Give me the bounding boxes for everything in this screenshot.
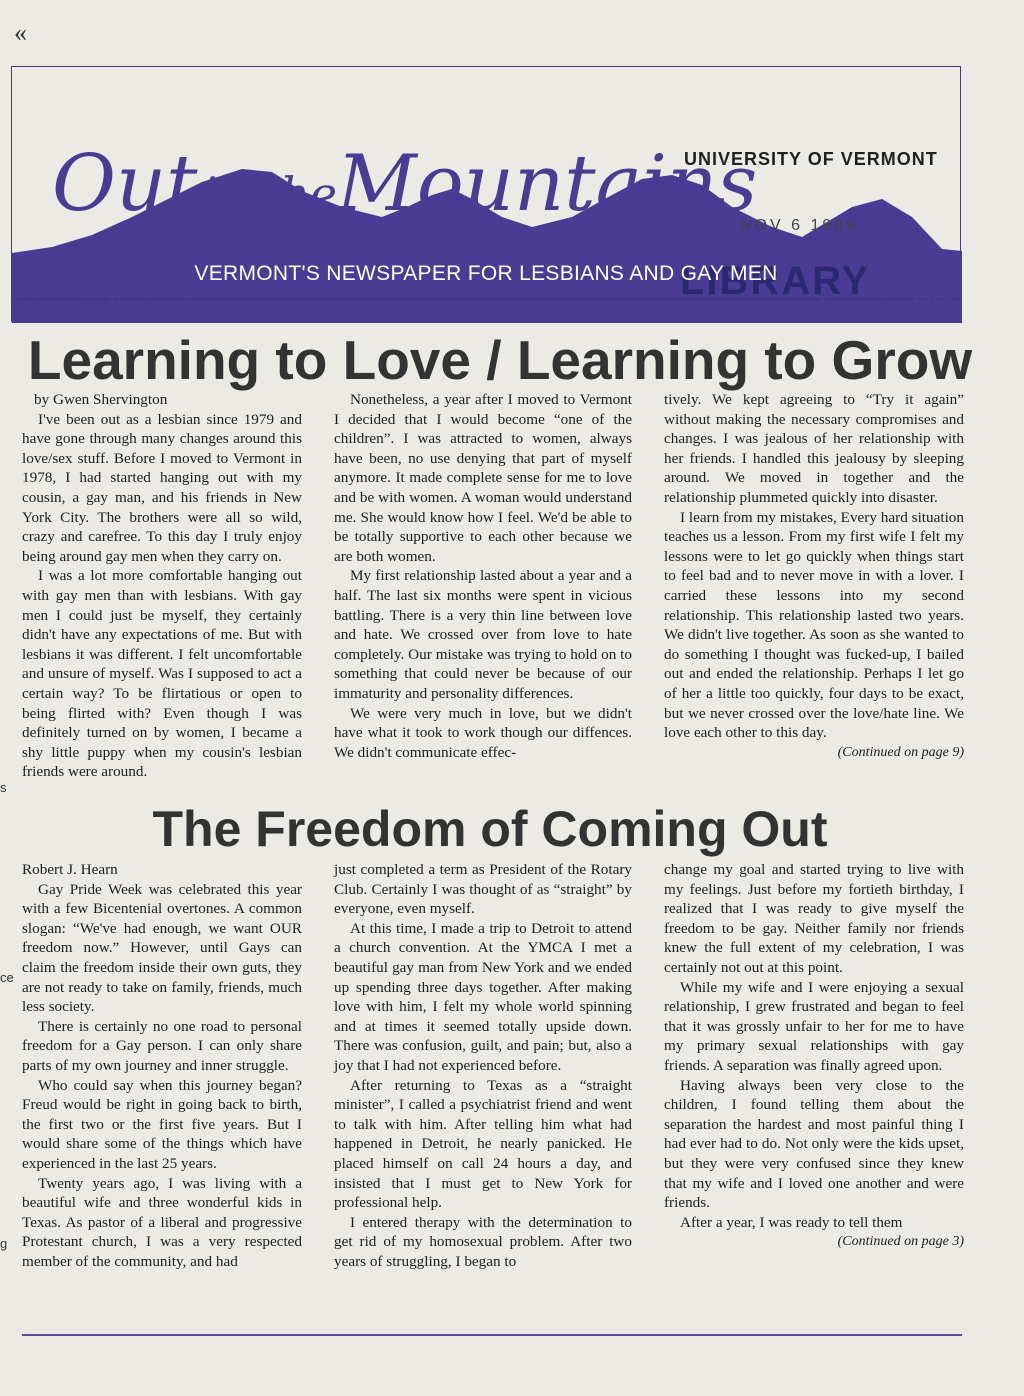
library-stamp-word: LIBRARY: [680, 259, 871, 303]
paragraph: Nonetheless, a year after I moved to Vermont I decided that I would become “one of the children”. I was attracted to women, always have been, no use denying that part of myself anymore. It made complete sense for me to love and be with women. A woman would understand me. She would know how I feel. We'd be able to be totally supportive to each other because we are both women.: [334, 391, 632, 565]
masthead-tagline: VERMONT'S NEWSPAPER FOR LESBIANS AND GAY MEN: [194, 262, 778, 285]
paragraph: My first relationship lasted about a year and a half. The last six months were spent in vicious battling. There is a very thin line between love and hate. We crossed over from love to hate completely. Our mistake was trying to hold on to something that could never be because of our immaturity and personality differences.: [334, 567, 632, 702]
article-1-byline: by Gwen Shervington: [34, 391, 168, 408]
paragraph: I learn from my mistakes, Every hard situation teaches us a lesson. From my first wife I felt my lessons were to let go quickly when things start to feel bad and to never move in with a lover. I carried these lessons into my second relationship. This relationship lasted two years. We didn't live together. As soon as she wanted to do something I thought was fucked-up, I bailed out and ended the relationship. Perhaps I let go of her a little too quickly, four days to be exact, but we never crossed over the love/hate line. We love each other to this day.: [664, 508, 964, 742]
article-1-column-2: [334, 390, 632, 762]
corner-mark: «: [14, 18, 27, 47]
paragraph: Who could say when this journey began? Freud would be right in going back to birth, the first two or the first five years. But I would share some of the things which have experienced in the last 25 years.: [22, 1076, 302, 1172]
paragraph: just completed a term as President of the Rotary Club. Certainly I was thought of as “straight” by everyone, even myself.: [334, 861, 632, 918]
paragraph: change my goal and started trying to live with my feelings. Just before my fortieth birthday, I realized that I was ready to give myself the freedom to be gay. Neither family nor friends knew the full extent of my celebration, I was certainly not out at this point.: [664, 861, 964, 976]
article-2-byline: Robert J. Hearn: [22, 861, 118, 878]
paragraph: While my wife and I were enjoying a sexual relationship, I grew frustrated and began to feel that it was grossly unfair to her for me to have my primary sexual relationships with gay friends. A separation was finally agreed upon.: [664, 978, 964, 1074]
paragraph: I've been out as a lesbian since 1979 and have gone through many changes around this love/sex stuff. Before I moved to Vermont in 1978, I had started hanging out with my cousin, a gay man, and his friends in New York City. The brothers were all so wild, crazy and carefree. To this day I truly enjoy being around gay men when they carry on.: [22, 410, 302, 565]
date-stamp: NOV 6 1989: [740, 217, 859, 234]
paragraph: There is certainly no one road to personal freedom for a Gay person. I can only share parts of my own journey and inner struggle.: [22, 1017, 302, 1074]
paragraph: I entered therapy with the determination to get rid of my homosexual problem. After two years of struggling, I began to: [334, 1213, 632, 1270]
paragraph: Having always been very close to the children, I found telling them about the separation the hardest and most painful thing I had ever had to do. Not only were the kids upset, but they were very confused since they knew that my wife and I loved one another and were friends.: [664, 1076, 964, 1212]
paragraph: I was a lot more comfortable hanging out with gay men than with lesbians. With gay men I could just be myself, they certainly didn't have any expectations of me. But with lesbians it was different. I felt uncomfortable and unsure of myself. Was I supposed to act a certain way? To be flirtatious or open to being flirted with? Even though I was definitely turned on by women, I became a shy little puppy when my cousin's lesbian friends were around.: [22, 567, 302, 781]
title-mountains: Mountains: [336, 139, 758, 229]
article-2-column-3: [664, 860, 964, 1252]
paragraph: We were very much in love, but we didn't have what it took to work though our diffences. We didn't communicate effec-: [334, 704, 632, 761]
paragraph: After a year, I was ready to tell them: [680, 1213, 903, 1231]
volume-number: Volume IV, Number 8: [14, 294, 192, 314]
article-1-headline: Learning to Love / Learning to Grow: [27, 329, 973, 391]
continued-note: (Continued on page 3): [837, 1234, 964, 1250]
bottom-rule: [22, 1334, 962, 1336]
article-2-column-1: [22, 860, 302, 1271]
paragraph: tively. We kept agreeing to “Try it again” without making the necessary compromises and changes. I was jealous of her relationship with her friends. I handled this jealousy by sleeping around. We moved in together and the relationship plummeted quickly into disaster.: [664, 391, 964, 506]
edge-mark: s: [0, 780, 7, 795]
article-1-column-3: [664, 390, 964, 762]
article-2-headline: The Freedom of Coming Out: [152, 801, 828, 857]
paragraph: At this time, I made a trip to Detroit to attend a church convention. At the YMCA I met a beautiful gay man from New York and we ended up spending three days together. After making love with him, I felt my whole world spinning and at times it seemed totally upside down. There was confusion, guilt, and pain; but, also a joy that I had not experienced before.: [334, 919, 632, 1074]
masthead-title: [52, 139, 757, 229]
article-1-column-1: [22, 390, 302, 782]
paragraph: After returning to Texas as a “straight minister”, I called a psychiatrist friend and went to talk with him. After telling him what had happened in Detroit, he nearly panicked. He placed himself on call 24 hours a day, and insisted that I must get to New York for professional help.: [334, 1076, 632, 1212]
title-out: Out: [52, 139, 198, 229]
paragraph: Gay Pride Week was celebrated this year with a few Bicentenial overtones. A common slogan: “We've had enough, we want OUR freedom now.” However, until Gays can claim the freedom inside their own guts, they are not ready to take on family, friends, much less society.: [22, 880, 302, 1016]
edge-mark: g: [0, 1236, 8, 1251]
edge-mark: ce: [0, 970, 14, 985]
paragraph: Twenty years ago, I was living with a beautiful wife and three wonderful kids in Texas. As pastor of a liberal and progressive Protestant church, I was a very respected member of the community, and had: [22, 1174, 302, 1270]
continued-note: (Continued on page 9): [837, 744, 964, 760]
article-2-column-2: [334, 860, 632, 1271]
title-in-the: in the: [202, 167, 337, 221]
library-stamp: UNIVERSITY OF VERMONT: [684, 149, 938, 169]
issue-date: November 1989: [818, 294, 952, 314]
